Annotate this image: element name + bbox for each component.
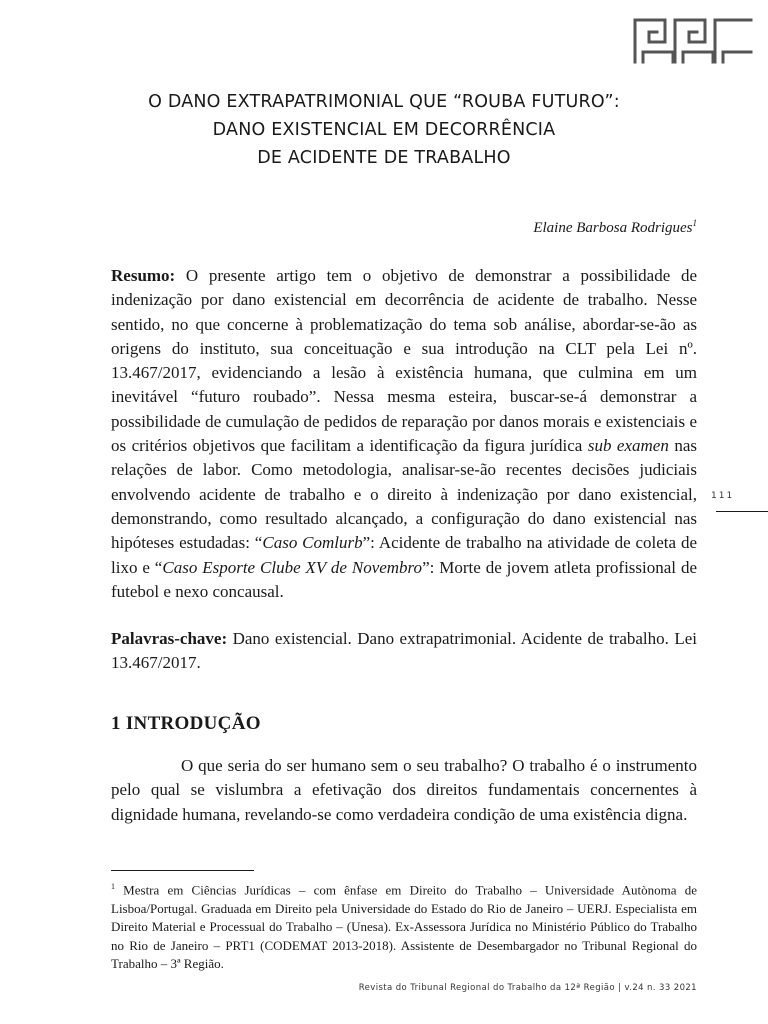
abstract-text-1: O presente artigo tem o objetivo de demonstrar a possibilidade de indenização por dano existencial em decorrência de acidente de trabalho. Nesse sentido, no que concerne à problematização do tema sob análise, abordar-se-ão as origens do instituto, sua conceituação e sua introdução na CLT pela Lei nº. 13.467/2017, evidenciando a lesão à existência humana, que culmina em um inevitável “futuro roubado”. Nessa mesma esteira, buscar-se-á demonstrar a possibilidade de cumulação de pedidos de reparação por danos morais e existenciais e os critérios objetivos que facilitam a identificação da figura jurídica (111, 266, 697, 456)
author-name: Elaine Barbosa Rodrigues (533, 220, 693, 236)
keywords-paragraph (111, 627, 697, 676)
footnote-mark: 1 (111, 882, 115, 891)
footnote-text: Mestra em Ciências Jurídicas – com ênfase em Direito do Trabalho – Universidade Autònoma de Lisboa/Portugal. Graduada em Direito pela Universidade do Estado do Rio de Janeiro – UERJ. Especialista em Direito Material e Processual do Trabalho – (Unesa). Ex-Assessora Jurídica no Ministério Público do Trabalho no Rio de Janeiro – PRT1 (CODEMAT 2013-2018). Assistente de Desembargador no Tribunal Regional do Trabalho – 3ª Região. (111, 882, 697, 972)
intro-paragraph (111, 754, 697, 827)
keywords-label: Palavras-chave: (111, 629, 228, 648)
title-line-3: DE ACIDENTE DE TRABALHO (257, 148, 511, 168)
abstract-paragraph (111, 264, 697, 604)
author-byline (533, 218, 697, 237)
abstract-italic-3: Caso Esporte Clube XV de Novembro (162, 557, 423, 577)
keywords-text: Dano existencial. Dano extrapatrimonial. Acidente de trabalho. Lei 13.467/2017. (111, 629, 697, 673)
intro-text: O que seria do ser humano sem o seu trabalho? O trabalho é o instrumento pelo qual se vislumbra a efetivação dos direitos fundamentais concernentes à dignidade humana, revelando-se como verdadeira condição de uma existência digna. (111, 756, 697, 824)
running-footer: Revista do Tribunal Regional do Trabalho da 12ª Região | v.24 n. 33 2021 (358, 983, 697, 993)
abstract-italic-1: sub examen (587, 436, 669, 456)
page-number: 111 (711, 491, 735, 501)
section-heading: 1 INTRODUÇÃO (111, 713, 261, 734)
abstract-text-4: ”: Morte de jovem atleta profissional de futebol e nexo concausal. (111, 557, 697, 601)
abstract-text-2: nas relações de labor. Como metodologia, analisar-se-ão recentes decisões judiciais envolvendo acidente de trabalho e o direito à indenização por dano existencial, demonstrando, como resultado alcançado, a configuração do dano existencial nas hipóteses estudadas: “ (111, 436, 697, 553)
article-title (60, 88, 708, 172)
abstract-label: Resumo: (111, 266, 176, 285)
footnote (111, 878, 697, 974)
author-footnote-mark: 1 (692, 218, 697, 228)
abstract-text-3: ”: Acidente de trabalho na atividade de coleta de lixo e “ (111, 533, 697, 577)
page-number-rule (716, 511, 768, 512)
title-line-1: O DANO EXTRAPATRIMONIAL QUE “ROUBA FUTURO”: (148, 92, 620, 112)
footnote-divider (111, 870, 254, 871)
title-line-2: DANO EXISTENCIAL EM DECORRÊNCIA (212, 120, 556, 140)
greek-key-logo-icon (633, 18, 753, 64)
abstract-italic-2: Caso Comlurb (262, 533, 363, 553)
